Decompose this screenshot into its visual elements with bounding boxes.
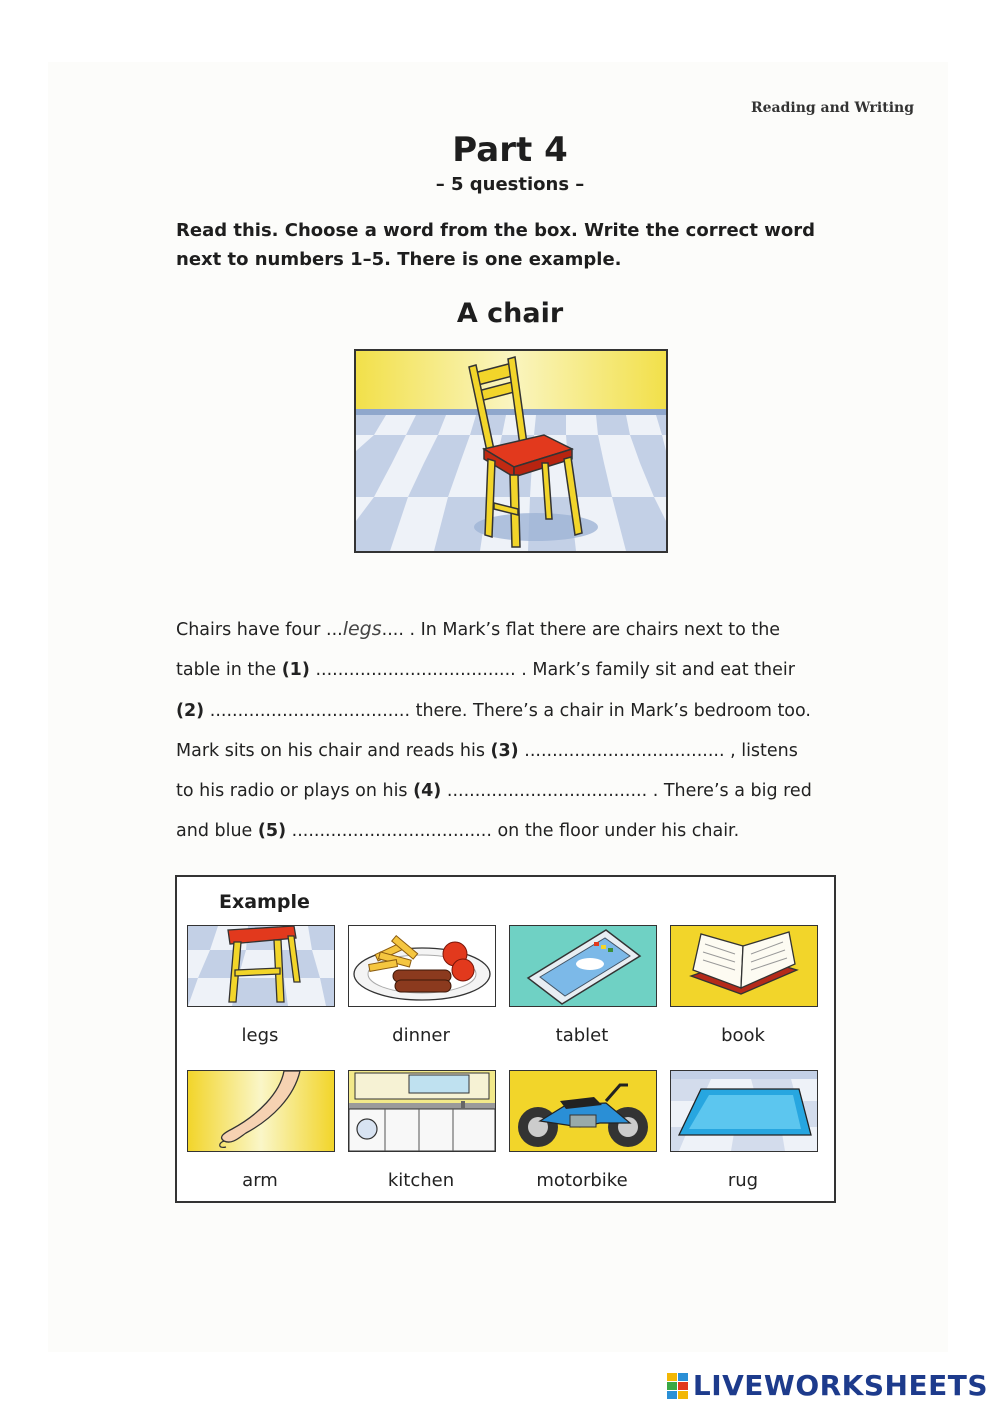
part-title: Part 4 [452,130,568,170]
answer-blank-3[interactable]: .................................... [518,740,725,761]
word-label-book: book [721,1025,765,1046]
question-number-2: (2) [176,700,205,721]
question-number-1: (1) [281,660,310,681]
word-label-motorbike: motorbike [536,1170,628,1191]
passage-line-5: to his radio or plays on his (4) .................................... . There’s a big red [176,781,812,802]
passage-line-4: Mark sits on his chair and reads his (3) .................................... , listens [176,740,798,761]
word-box [175,875,836,1203]
example-answer: legs [342,618,382,640]
dinner-plate-icon [348,925,496,1007]
instructions [176,216,836,274]
book-icon [670,925,818,1007]
chair-legs-icon [187,925,335,1007]
liveworksheets-logo-icon [667,1373,689,1399]
answer-blank-5[interactable]: .................................... [286,821,492,842]
instructions-line-1: Read this. Choose a word from the box. Write the correct word [176,220,815,241]
passage-line-1: Chairs have four ...legs.... . In Mark’s flat there are chairs next to the [176,618,781,640]
liveworksheets-brand[interactable] [667,1369,988,1402]
chair-scene-icon [354,349,668,553]
tablet-icon [509,925,657,1007]
passage-line-2: table in the (1) .................................... . Mark’s family sit and eat their [176,660,795,681]
story-passage [176,609,856,852]
kitchen-icon [348,1070,496,1152]
answer-blank-4[interactable]: .................................... [441,781,648,802]
brand-name: LIVEWORKSHEETS [692,1369,988,1402]
question-number-4: (4) [413,781,442,802]
word-label-rug: rug [727,1170,759,1191]
word-label-arm: arm [242,1170,278,1191]
section-label: Reading and Writing [750,100,914,116]
word-label-tablet: tablet [555,1025,609,1046]
word-label-dinner: dinner [392,1025,450,1046]
motorbike-icon [509,1070,657,1152]
arm-icon [187,1070,335,1152]
answer-blank-2[interactable]: .................................... [204,700,411,721]
question-number-5: (5) [257,821,287,842]
word-label-kitchen: kitchen [387,1170,455,1191]
passage-line-3: (2) .................................... there. There’s a chair in Mark’s bedroom too. [176,700,811,721]
rug-icon [670,1070,818,1152]
story-title: A chair [456,298,564,329]
example-label: Example [219,891,310,913]
answer-blank-1[interactable]: .................................... [309,660,516,681]
instructions-line-2: next to numbers 1–5. There is one example. [176,249,622,270]
passage-line-6: and blue (5) .................................... on the floor under his chair. [176,821,740,842]
word-label-legs: legs [241,1025,279,1046]
question-number-3: (3) [490,740,519,761]
part-subtitle: – 5 questions – [435,174,585,195]
